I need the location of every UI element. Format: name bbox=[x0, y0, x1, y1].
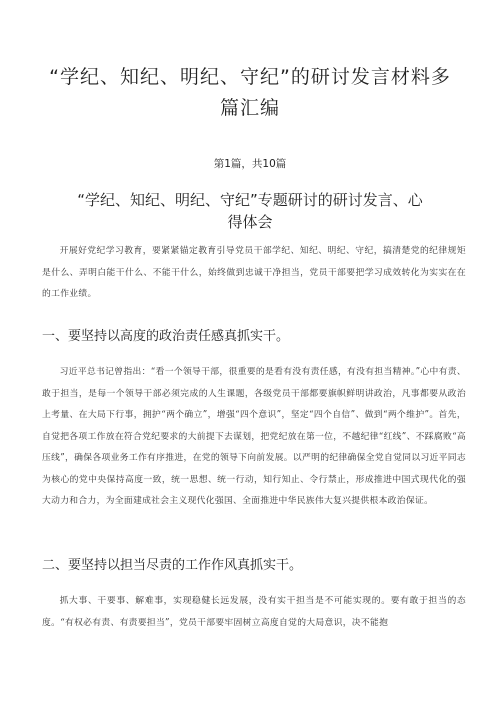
section-heading-2: 二、要坚持以担当尽责的工作作风真抓实干。 bbox=[42, 558, 303, 573]
part-indicator: 第1篇，共10篇 bbox=[213, 158, 287, 170]
article-title: “学纪、知纪、明纪、守纪”专题研讨的研讨发言、心得体会 bbox=[77, 191, 423, 231]
section-body-2: 抓大事、干要事、解难事，实现稳健长远发展，没有实干担当是不可能实现的。要有敢于担当的态度。“有权必有责、有责要担当”，党员干部要牢固树立高度自觉的大局意识，决不能抱 bbox=[42, 596, 466, 628]
intro-paragraph: 开展好党纪学习教育，要紧紧锚定教育引导党员干部学纪、知纪、明纪、守纪，搞清楚党的纪律规矩是什么、弄明白能干什么、不能干什么，始终做到忠诚干净担当，党员干部要把学习成效转化为实实在在的工作业绩。 bbox=[42, 246, 466, 299]
section-heading-1: 一、要坚持以高度的政治责任感真抓实干。 bbox=[42, 329, 290, 344]
document-title: “学纪、知纪、明纪、守纪”的研讨发言材料多篇汇编 bbox=[49, 66, 451, 119]
section-body-1: 习近平总书记曾指出：“看一个领导干部，很重要的是看有没有责任感，有没有担当精神。”心中有责、敢于担当，是每一个领导干部必须完成的人生课题，各级党员干部都要旗帜鲜明讲政治，凡事都要从政治上考量、在大局下行事，拥护“两个确立”，增强“四个意识”，坚定“四个自信”、做到“两个维护”。首先，自觉把各项工作放在符合党纪要求的大前提下去谋划，把党纪放在第一位，不越纪律“红线”、不踩腐败“高压线”，确保各项业务工作有序推进，在党的领导下向前发展。以严明的纪律确保全党自觉同以习近平同志为核心的党中央保持高度一致，统一思想、统一行动，知行知止、令行禁止，形成推进中国式现代化的强大动力和合力，为全面建成社会主义现代化强国、全面推进中华民族伟大复兴提供根本政治保证。 bbox=[42, 367, 466, 506]
